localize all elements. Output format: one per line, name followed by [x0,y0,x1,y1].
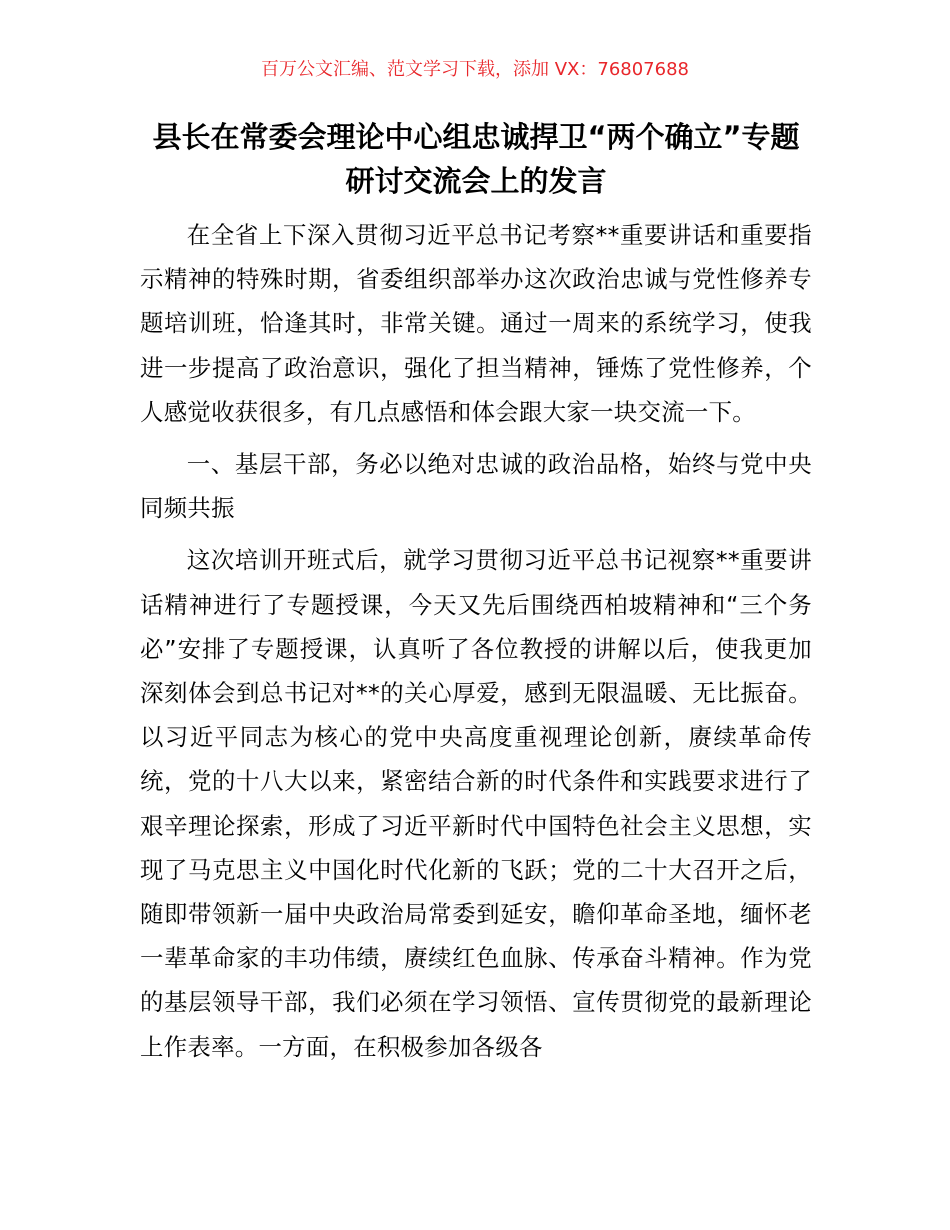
section-heading-1: 一、基层干部，务必以绝对忠诚的政治品格，始终与党中央同频共振 [140,450,812,523]
document-body [140,213,812,1069]
promo-header: 百万公文汇编、范文学习下载，添加 VX：76807688 [261,59,689,80]
paragraph-intro: 在全省上下深入贯彻习近平总书记考察**重要讲话和重要指示精神的特殊时期，省委组织部举办这次政治忠诚与党性修养专题培训班，恰逢其时，非常关键。通过一周来的系统学习，使我进一步提高了政治意识，强化了担当精神，锤炼了党性修养，个人感觉收获很多，有几点感悟和体会跟大家一块交流一下。 [140,221,812,426]
document-title: 县长在常委会理论中心组忠诚捍卫“两个确立”专题研讨交流会上的发言 [152,120,800,198]
paragraph-section-1: 这次培训开班式后，就学习贯彻习近平总书记视察**重要讲话精神进行了专题授课，今天又先后围绕西柏坡精神和“三个务必”安排了专题授课，认真听了各位教授的讲解以后，使我更加深刻体会到总书记对**的关心厚爱，感到无限温暖、无比振奋。以习近平同志为核心的党中央高度重视理论创新，赓续革命传统，党的十八大以来，紧密结合新的时代条件和实践要求进行了艰辛理论探索，形成了习近平新时代中国特色社会主义思想，实现了马克思主义中国化时代化新的飞跃；党的二十大召开之后，随即带领新一届中央政治局常委到延安，瞻仰革命圣地，缅怀老一辈革命家的丰功伟绩，赓续红色血脉、传承奋斗精神。作为党的基层领导干部，我们必须在学习领悟、宣传贯彻党的最新理论上作表率。一方面，在积极参加各级各 [140,546,812,1061]
